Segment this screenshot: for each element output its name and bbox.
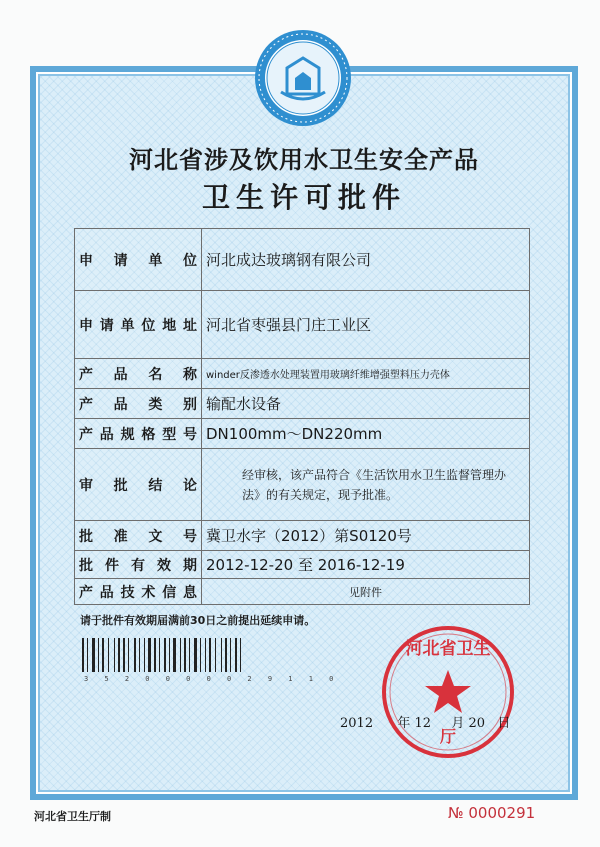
field-value-applicant: 河北成达玻璃钢有限公司 [202, 229, 530, 291]
field-label-address: 申请单位地址 [75, 291, 202, 359]
table-row [75, 389, 530, 419]
field-value-approval-no: 冀卫水字（2012）第S0120号 [202, 521, 530, 551]
svg-text:河北省卫生: 河北省卫生 [405, 639, 491, 659]
official-seal [378, 622, 518, 762]
table-row [75, 579, 530, 605]
field-value-spec: DN100mm～DN220mm [202, 419, 530, 449]
table-row [75, 551, 530, 579]
table-row [75, 359, 530, 389]
barcode-number: 3 5 2 0 0 0 0 0 2 9 1 1 0 [84, 675, 340, 683]
field-value-conclusion: 经审核，该产品符合《生活饮用水卫生监督管理办法》的有关规定，现予批准。 [202, 449, 530, 521]
field-value-tech-info: 见附件 [202, 579, 530, 605]
table-row [75, 291, 530, 359]
field-label-product-name: 产 品 名 称 [75, 359, 202, 389]
issuer: 河北省卫生厅制 [34, 810, 111, 823]
star-icon [425, 670, 471, 713]
field-value-category: 输配水设备 [202, 389, 530, 419]
field-label-conclusion: 审 批 结 论 [75, 449, 202, 521]
field-value-validity: 2012-12-20 至 2016-12-19 [202, 551, 530, 579]
field-value-product-name: winder反渗透水处理装置用玻璃纤维增强塑料压力壳体 [202, 359, 530, 389]
field-label-approval-no: 批 准 文 号 [75, 521, 202, 551]
table-row [75, 419, 530, 449]
certificate-title-line2: 卫生许可批件 [201, 181, 406, 214]
field-label-validity: 批件有效期 [75, 551, 202, 579]
field-label-category: 产 品 类 别 [75, 389, 202, 419]
svg-text:厅: 厅 [439, 727, 457, 746]
table-row [75, 449, 530, 521]
table-row [75, 229, 530, 291]
field-label-spec: 产品规格型号 [75, 419, 202, 449]
issue-day-unit: 日 [497, 716, 511, 731]
serial-number: № 0000291 [448, 804, 536, 822]
certificate-title-line1: 河北省涉及饮用水卫生安全产品 [129, 145, 479, 174]
issue-year: 2012 [340, 716, 374, 731]
field-label-tech-info: 产品技术信息 [75, 579, 202, 605]
issue-month: 12 [414, 716, 432, 731]
health-supervision-emblem-icon [253, 28, 353, 128]
issue-year-unit: 年 [397, 716, 411, 731]
field-value-address: 河北省枣强县门庄工业区 [202, 291, 530, 359]
table-row [75, 521, 530, 551]
issue-day: 20 [468, 716, 486, 731]
field-label-applicant: 申 请 单 位 [75, 229, 202, 291]
issue-date [340, 712, 510, 731]
renewal-notice: 请于批件有效期届满前30日之前提出延续申请。 [80, 614, 316, 627]
certificate-table [74, 228, 530, 605]
barcode [80, 636, 330, 676]
issue-month-unit: 月 [451, 716, 465, 731]
